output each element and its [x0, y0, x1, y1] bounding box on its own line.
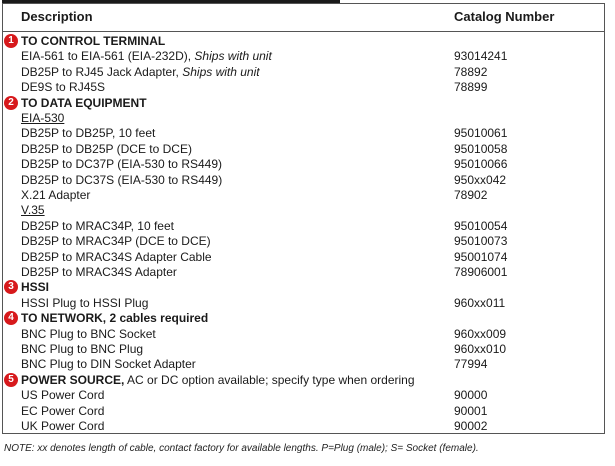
description-text: BNC Plug to BNC Plug	[21, 342, 144, 356]
row-description	[21, 111, 64, 126]
catalog-number: 93014241	[454, 49, 508, 64]
description-text: TO NETWORK, 2 cables required	[21, 311, 209, 326]
description-note: Ships with unit	[182, 64, 260, 79]
description-text: DB25P to RJ45 Jack Adapter,	[21, 64, 183, 79]
description-text: BNC Plug to BNC Socket	[21, 326, 156, 341]
section-heading	[3, 311, 604, 326]
table-row	[3, 357, 604, 372]
table-row	[3, 265, 604, 280]
subsection-label	[3, 111, 604, 126]
row-description	[21, 188, 90, 203]
table-row	[3, 296, 604, 311]
section-number-badge: 5	[4, 373, 18, 387]
subsection-label	[3, 203, 604, 218]
table-row	[3, 419, 604, 434]
table-row	[3, 188, 604, 203]
table-row	[3, 173, 604, 188]
header-description: Description	[21, 9, 93, 24]
description-text: DB25P to MRAC34S Adapter Cable	[21, 249, 212, 264]
row-description	[21, 311, 208, 326]
row-description	[21, 419, 104, 434]
catalog-number: 90000	[454, 388, 488, 403]
catalog-number: 960xx009	[454, 326, 507, 341]
catalog-number: 78902	[454, 188, 488, 202]
row-description	[21, 388, 104, 403]
description-text: US Power Cord	[21, 388, 105, 403]
row-description	[21, 126, 155, 141]
section-number-badge: 3	[4, 280, 18, 294]
table-row	[3, 142, 604, 157]
row-description	[21, 96, 147, 111]
catalog-number: 95010066	[454, 157, 508, 172]
description-text: POWER SOURCE,	[21, 372, 125, 387]
catalog-number: 90002	[454, 419, 488, 433]
table-header	[3, 4, 604, 32]
section-heading	[3, 373, 604, 388]
description-text: EIA-561 to EIA-561 (EIA-232D),	[21, 49, 195, 64]
description-text: TO CONTROL TERMINAL	[21, 34, 166, 48]
row-description	[21, 265, 177, 280]
description-text: EIA-530	[21, 111, 65, 125]
description-text: DB25P to MRAC34S Adapter	[21, 265, 177, 279]
row-description	[21, 173, 222, 188]
table-row	[3, 327, 604, 342]
row-description	[21, 65, 260, 80]
section-number-badge: 2	[4, 96, 18, 110]
header-catalog-number: Catalog Number	[454, 9, 555, 24]
row-description	[21, 157, 222, 172]
catalog-number: 950xx042	[454, 172, 507, 187]
table-row	[3, 80, 604, 95]
catalog-number: 95010061	[454, 126, 508, 141]
row-description	[21, 357, 196, 372]
row-description	[21, 203, 45, 218]
row-description	[21, 296, 148, 311]
description-text: DB25P to DC37P (EIA-530 to RS449)	[21, 157, 222, 172]
table-row	[3, 404, 604, 419]
row-description	[21, 373, 415, 388]
catalog-number: 78906001	[454, 265, 508, 279]
description-text: V.35	[21, 203, 45, 218]
section-heading	[3, 280, 604, 295]
table-row	[3, 219, 604, 234]
catalog-number: 77994	[454, 357, 488, 372]
description-text: UK Power Cord	[21, 419, 105, 433]
description-text: HSSI Plug to HSSI Plug	[21, 295, 149, 310]
description-text: DB25P to MRAC34P, 10 feet	[21, 218, 174, 233]
section-heading	[3, 96, 604, 111]
description-text: BNC Plug to DIN Socket Adapter	[21, 357, 196, 372]
catalog-number: 95010058	[454, 141, 508, 156]
catalog-number: 78892	[454, 64, 488, 79]
catalog-number: 78899	[454, 80, 488, 95]
row-description	[21, 250, 212, 265]
catalog-table	[2, 3, 605, 434]
table-row	[3, 388, 604, 403]
description-text: DB25P to DB25P, 10 feet	[21, 126, 156, 141]
section-number-badge: 4	[4, 311, 18, 325]
row-description	[21, 280, 49, 295]
row-description	[21, 327, 156, 342]
description-text: TO DATA EQUIPMENT	[21, 95, 147, 110]
table-row	[3, 234, 604, 249]
description-text: HSSI	[21, 280, 50, 295]
catalog-number: 960xx011	[454, 295, 506, 310]
description-detail: AC or DC option available; specify type when ordering	[124, 372, 415, 387]
table-row	[3, 342, 604, 357]
table-row	[3, 250, 604, 265]
catalog-number: 90001	[454, 403, 488, 418]
catalog-number: 95010073	[454, 234, 508, 249]
row-description	[21, 142, 192, 157]
description-text: DE9S to RJ45S	[21, 80, 106, 95]
catalog-number: 960xx010	[454, 342, 507, 356]
row-description	[21, 404, 104, 419]
description-text: DB25P to DB25P (DCE to DCE)	[21, 141, 192, 156]
catalog-number: 95010054	[454, 218, 508, 233]
description-text: EC Power Cord	[21, 403, 105, 418]
section-heading	[3, 34, 604, 49]
table-row	[3, 65, 604, 80]
description-text: DB25P to DC37S (EIA-530 to RS449)	[21, 172, 223, 187]
row-description	[21, 80, 105, 95]
footnote: NOTE: xx denotes length of cable, contact factory for available lengths. P=Plug (male); S= Socket (female).	[4, 443, 479, 454]
row-description	[21, 34, 165, 49]
section-number-badge: 1	[4, 34, 18, 48]
table-row	[3, 49, 604, 64]
catalog-number: 95001074	[454, 249, 508, 264]
description-text: DB25P to MRAC34P (DCE to DCE)	[21, 234, 211, 249]
row-description	[21, 219, 174, 234]
row-description	[21, 234, 211, 249]
table-row	[3, 126, 604, 141]
row-description	[21, 342, 143, 357]
description-text: X.21 Adapter	[21, 188, 91, 202]
row-description	[21, 49, 272, 64]
description-note: Ships with unit	[194, 49, 272, 64]
table-row	[3, 157, 604, 172]
